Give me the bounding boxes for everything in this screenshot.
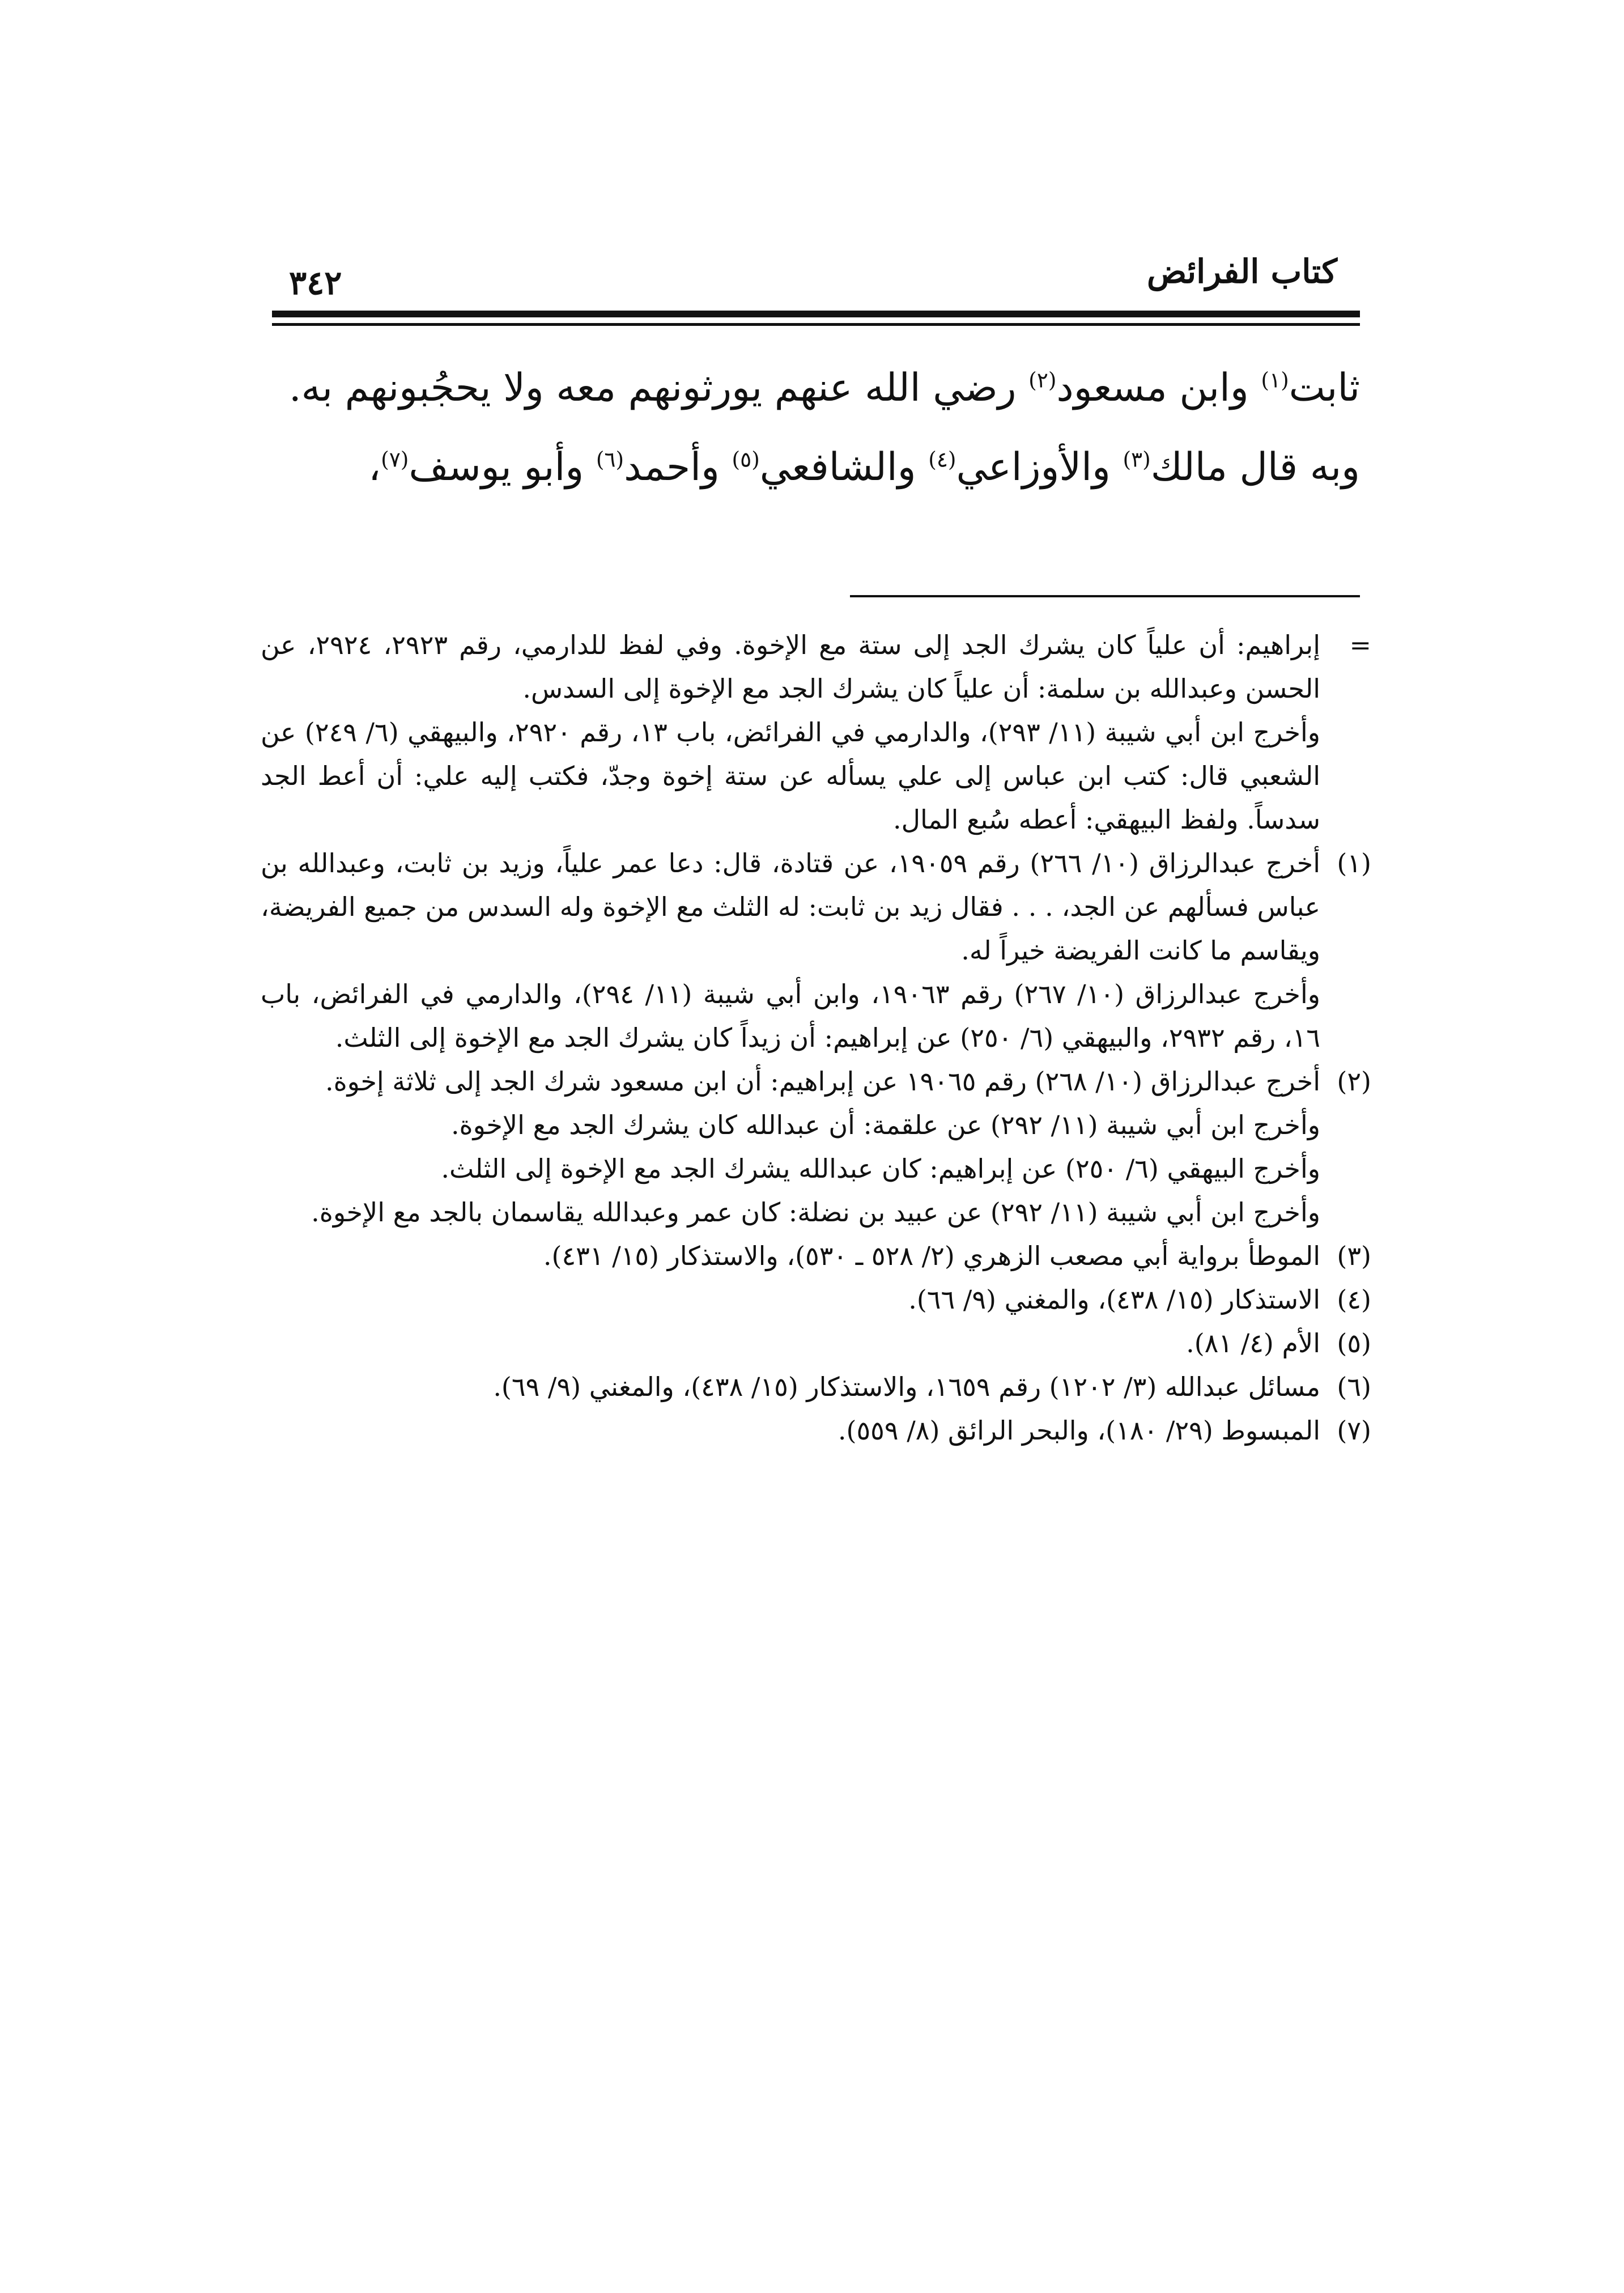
header-rule-thin xyxy=(272,323,1360,326)
page-number: ٣٤٢ xyxy=(289,264,342,302)
text-run: وبه قال مالك xyxy=(1150,445,1360,490)
main-line-2 xyxy=(306,428,1360,507)
footnote-ref-7[interactable]: (٧) xyxy=(381,447,409,472)
footnote-text: الموطأ برواية أبي مصعب الزهري (٢/ ٥٢٨ ـ ٥٣٠)، والاستذكار (١٥/ ٤٣١). xyxy=(543,1241,1320,1271)
footnote-paragraph: وأخرج ابن أبي شيبة (١١/ ٢٩٢) عن علقمة: أن عبدالله كان يشرك الجد مع الإخوة. xyxy=(450,1110,1320,1140)
footnote-continuation xyxy=(261,623,1371,842)
continuation-marker: = xyxy=(1349,630,1371,660)
text-run: ثابت xyxy=(1289,366,1360,410)
footnote-ref-5[interactable]: (٥) xyxy=(732,447,760,472)
text-run: ، xyxy=(368,445,381,490)
footnote-ref-1[interactable]: (١) xyxy=(1261,367,1289,393)
footnote-paragraph: وأخرج ابن أبي شيبة (١١/ ٢٩٢) عن عبيد بن نضلة: كان عمر وعبدالله يقاسمان بالجد مع الإخوة. xyxy=(311,1197,1320,1228)
text-run: والشافعي xyxy=(759,445,929,490)
footnote-text: الأم (٤/ ٨١). xyxy=(1186,1328,1320,1358)
footnote-number: (٢) xyxy=(1337,1066,1371,1097)
footnote-paragraph: أخرج عبدالرزاق (١٠/ ٢٦٨) رقم ١٩٠٦٥ عن إبراهيم: أن ابن مسعود شرك الجد إلى ثلاثة إخوة. xyxy=(325,1066,1320,1097)
footnote-text: الاستذكار (١٥/ ٤٣٨)، والمغني (٩/ ٦٦). xyxy=(908,1284,1320,1315)
footnote-paragraph: وأخرج البيهقي (٦/ ٢٥٠) عن إبراهيم: كان عبدالله يشرك الجد مع الإخوة إلى الثلث. xyxy=(441,1153,1320,1184)
footnote-2 xyxy=(261,1060,1371,1234)
footnote-ref-6[interactable]: (٦) xyxy=(596,447,624,472)
footnote-5 xyxy=(261,1322,1371,1365)
footnote-number: (٧) xyxy=(1337,1415,1371,1446)
text-run: والأوزاعي xyxy=(956,445,1123,490)
footnote-number: (٥) xyxy=(1337,1328,1371,1358)
footnote-number: (١) xyxy=(1337,848,1371,878)
footnote-number: (٣) xyxy=(1337,1241,1371,1271)
footnote-ref-4[interactable]: (٤) xyxy=(928,447,956,472)
header-rule-thick xyxy=(272,311,1360,317)
main-text xyxy=(289,349,1360,507)
text-run: رضي الله عنهم يورثونهم معه ولا يحجُبونهم به. xyxy=(289,366,1029,410)
footnote-paragraph: أخرج عبدالرزاق (١٠/ ٢٦٦) رقم ١٩٠٥٩، عن قتادة، قال: دعا عمر علياً، وزيد بن ثابت، وعبدالله بن عباس فسألهم عن الجد، . . . فقال زيد بن ثابت: له الثلث مع الإخوة وله السدس من جميع الفريضة، ويقاسم ما كانت الفريضة خيراً له. xyxy=(261,848,1320,966)
footnote-text: المبسوط (٢٩/ ١٨٠)، والبحر الرائق (٨/ ٥٥٩). xyxy=(837,1415,1320,1446)
text-run: وأحمد xyxy=(624,445,732,490)
text-run: وأبو يوسف xyxy=(409,445,596,490)
main-line-1 xyxy=(289,349,1360,428)
footnote-separator xyxy=(850,595,1360,597)
footnote-1 xyxy=(261,842,1371,1060)
footnote-number: (٤) xyxy=(1337,1284,1371,1315)
footnote-3 xyxy=(261,1234,1371,1278)
footnote-paragraph: وأخرج عبدالرزاق (١٠/ ٢٦٧) رقم ١٩٠٦٣، وابن أبي شيبة (١١/ ٢٩٤)، والدارمي في الفرائض، باب ١٦، رقم ٢٩٣٢، والبيهقي (٦/ ٢٥٠) عن إبراهيم: أن زيداً كان يشرك الجد مع الإخوة إلى الثلث. xyxy=(261,979,1320,1053)
page-header xyxy=(272,241,1360,309)
footnote-4 xyxy=(261,1278,1371,1322)
footnote-6 xyxy=(261,1365,1371,1409)
running-title: كتاب الفرائض xyxy=(1146,252,1337,291)
footnote-ref-2[interactable]: (٢) xyxy=(1028,367,1057,393)
footnote-ref-3[interactable]: (٣) xyxy=(1123,447,1151,472)
footnote-number: (٦) xyxy=(1337,1371,1371,1402)
footnote-paragraph: إبراهيم: أن علياً كان يشرك الجد إلى ستة مع الإخوة. وفي لفظ للدارمي، رقم ٢٩٢٣، ٢٩٢٤، عن الحسن وعبدالله بن سلمة: أن علياً كان يشرك الجد مع الإخوة إلى السدس. xyxy=(261,630,1321,704)
footnotes xyxy=(261,623,1371,1453)
footnote-7 xyxy=(261,1409,1371,1453)
footnote-paragraph: وأخرج ابن أبي شيبة (١١/ ٢٩٣)، والدارمي في الفرائض، باب ١٣، رقم ٢٩٢٠، والبيهقي (٦/ ٢٤٩) عن الشعبي قال: كتب ابن عباس إلى علي يسأله عن ستة إخوة وجدّ، فكتب إليه علي: أن أعط الجد سدساً. ولفظ البيهقي: أعطه سُبع المال. xyxy=(261,717,1321,835)
footnote-text: مسائل عبدالله (٣/ ١٢٠٢) رقم ١٦٥٩، والاستذكار (١٥/ ٤٣٨)، والمغني (٩/ ٦٩). xyxy=(493,1371,1320,1402)
text-run: وابن مسعود xyxy=(1056,366,1261,410)
